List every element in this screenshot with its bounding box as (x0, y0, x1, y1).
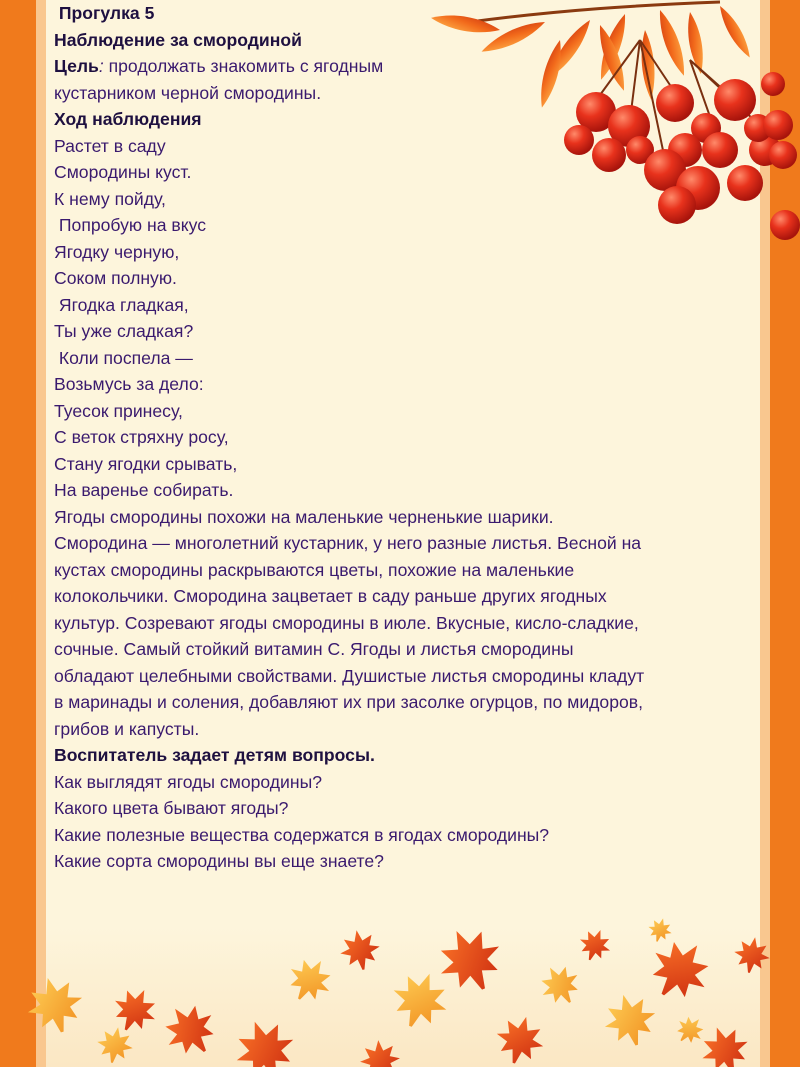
description-line: в маринады и соления, добавляют их при засолке огурцов, по мидоров, (54, 692, 644, 712)
poem-line: Растет в саду (54, 135, 166, 156)
poem-line: Коли поспела — (54, 347, 193, 368)
frame-left-inner-stripe (36, 0, 46, 1067)
poem-line: Соком полную. (54, 268, 177, 288)
poem-line: Стану ягодки срывать, (54, 453, 238, 474)
poem-line: Ягодку черную, (54, 241, 180, 262)
description-line: обладают целебными свойствами. Душистые листья смородины кладут (54, 665, 645, 686)
bottom-glow (46, 927, 760, 1067)
description-line: культур. Созревают ягоды смородины в июле. Вкусные, кисло-сладкие, (54, 612, 639, 633)
poem-line: Смородины куст. (54, 162, 192, 182)
poem-line: Туесок принесу, (54, 400, 183, 421)
goal-colon: : (98, 56, 104, 76)
poem-line: С веток стряхну росу, (54, 427, 229, 447)
goal-label: Цель (54, 56, 99, 76)
question-item: Какие сорта смородины вы еще знаете? (54, 851, 384, 871)
poem-line: Ягодка гладкая, (54, 294, 189, 315)
description-line: кустах смородины раскрываются цветы, похожие на маленькие (54, 559, 575, 580)
question-item: Какие полезные вещества содержатся в ягодах смородины? (54, 824, 550, 845)
walk-title: Прогулка 5 (54, 3, 155, 23)
goal-line-2: кустарником черной смородины. (54, 82, 322, 103)
description-line: колокольчики. Смородина зацветает в саду раньше других ягодных (54, 586, 607, 606)
question-item: Какого цвета бывают ягоды? (54, 798, 289, 818)
poem-line: На варенье собирать. (54, 480, 234, 500)
questions-heading: Воспитатель задает детям вопросы. (54, 745, 375, 765)
goal-line (54, 53, 754, 80)
topic-heading: Наблюдение за смородиной (54, 29, 302, 50)
description-line: грибов и капусты. (54, 718, 200, 739)
progress-heading: Ход наблюдения (54, 109, 202, 129)
description-line: Смородина — многолетний кустарник, у него разные листья. Весной на (54, 533, 642, 553)
goal-text: продолжать знакомить с ягодным (103, 56, 384, 76)
poem-line: Попробую на вкус (54, 215, 207, 235)
poem-line: Возьмусь за дело: (54, 374, 204, 394)
observation-text (54, 0, 754, 875)
description-line: Ягоды смородины похожи на маленькие черненькие шарики. (54, 506, 554, 527)
frame-right-border (770, 0, 800, 1067)
frame-right-inner-stripe (760, 0, 770, 1067)
frame-left-border (0, 0, 36, 1067)
poem-line: К нему пойду, (54, 188, 166, 209)
question-item: Как выглядят ягоды смородины? (54, 771, 323, 792)
poem-line: Ты уже сладкая? (54, 321, 194, 341)
description-line: сочные. Самый стойкий витамин С. Ягоды и листья смородины (54, 639, 574, 659)
